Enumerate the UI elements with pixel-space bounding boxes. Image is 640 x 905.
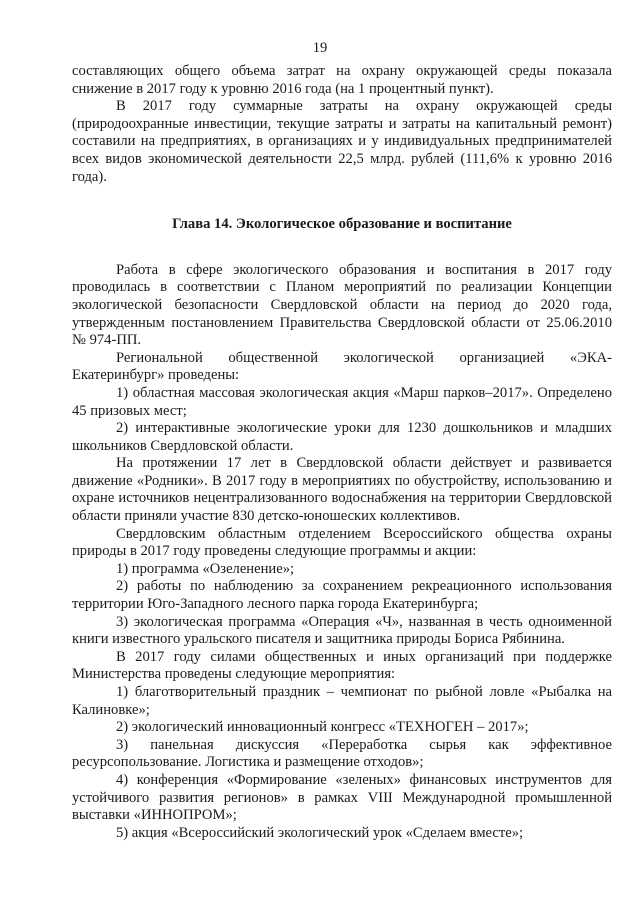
- paragraph: 2) экологический инновационный конгресс «ТЕХНОГЕН – 2017»;: [116, 719, 529, 736]
- text-section-before: [72, 63, 612, 186]
- paragraph: 1) программа «Озеленение»;: [116, 560, 295, 577]
- paragraph: 4) конференция «Формирование «зеленых» финансовых инструментов для устойчивого развития регионов» в рамках VIII Международной промышленной выставки «ИННОПРОМ»;: [72, 771, 612, 824]
- paragraph: В 2017 году силами общественных и иных организаций при поддержке Министерства проведены следующие мероприятия:: [72, 648, 612, 683]
- paragraph: 3) панельная дискуссия «Переработка сырья как эффективное ресурсопользование. Логистика и размещение отходов»;: [72, 736, 612, 771]
- paragraph: составляющих общего объема затрат на охрану окружающей среды показала снижение в 2017 году к уровню 2016 года (на 1 процентный пункт).: [72, 63, 612, 97]
- paragraph: 3) экологическая программа «Операция «Ч», названная в честь одноименной книги известного уральского писателя и защитника природы Бориса Рябинина.: [72, 613, 612, 648]
- paragraph: 2) интерактивные экологические уроки для 1230 дошкольников и младших школьников Свердловской области.: [72, 420, 612, 454]
- paragraph: В 2017 году суммарные затраты на охрану окружающей среды (природоохранные инвестиции, текущие затраты и затраты на капитальный ремонт) составили на предприятиях, в организациях и у индивидуальных предпринимателей всех видов экономической деятельности 22,5 млрд. рублей (111,6% к уровню 2016 года).: [72, 98, 612, 185]
- paragraph: Работа в сфере экологического образования и воспитания в 2017 году проводилась в соответствии с Планом мероприятий по реализации Концепции экологической безопасности Свердловской области на период до 2020 года, утвержденным постановлением Правительства Свердловской области от 25.06.2010 № 974-ПП.: [72, 261, 612, 349]
- text-section-after: [72, 262, 612, 843]
- paragraph: 2) работы по наблюдению за сохранением рекреационного использования территории Юго-Западного лесного парка города Екатеринбурга;: [72, 578, 612, 613]
- paragraph: Региональной общественной экологической организацией «ЭКА-Екатеринбург» проведены:: [72, 349, 612, 384]
- paragraph: На протяжении 17 лет в Свердловской области действует и развивается движение «Родники». В 2017 году в мероприятиях по обустройству, использованию и охране источников нецентрализованного водоснабжения на территории Свердловской области приняли участие 830 детско-юношеских коллективов.: [72, 455, 612, 525]
- paragraph: 1) благотворительный праздник – чемпионат по рыбной ловле «Рыбалка на Калиновке»;: [72, 684, 612, 718]
- paragraph: 1) областная массовая экологическая акция «Марш парков–2017». Определено 45 призовых мест;: [72, 384, 612, 419]
- chapter-title: Глава 14. Экологическое образование и воспитание: [172, 216, 512, 233]
- paragraph: 5) акция «Всероссийский экологический урок «Сделаем вместе»;: [116, 824, 524, 841]
- page-number: 19: [312, 40, 328, 56]
- paragraph: Свердловским областным отделением Всероссийского общества охраны природы в 2017 году проведены следующие программы и акции:: [72, 525, 612, 560]
- page-content: [72, 63, 612, 842]
